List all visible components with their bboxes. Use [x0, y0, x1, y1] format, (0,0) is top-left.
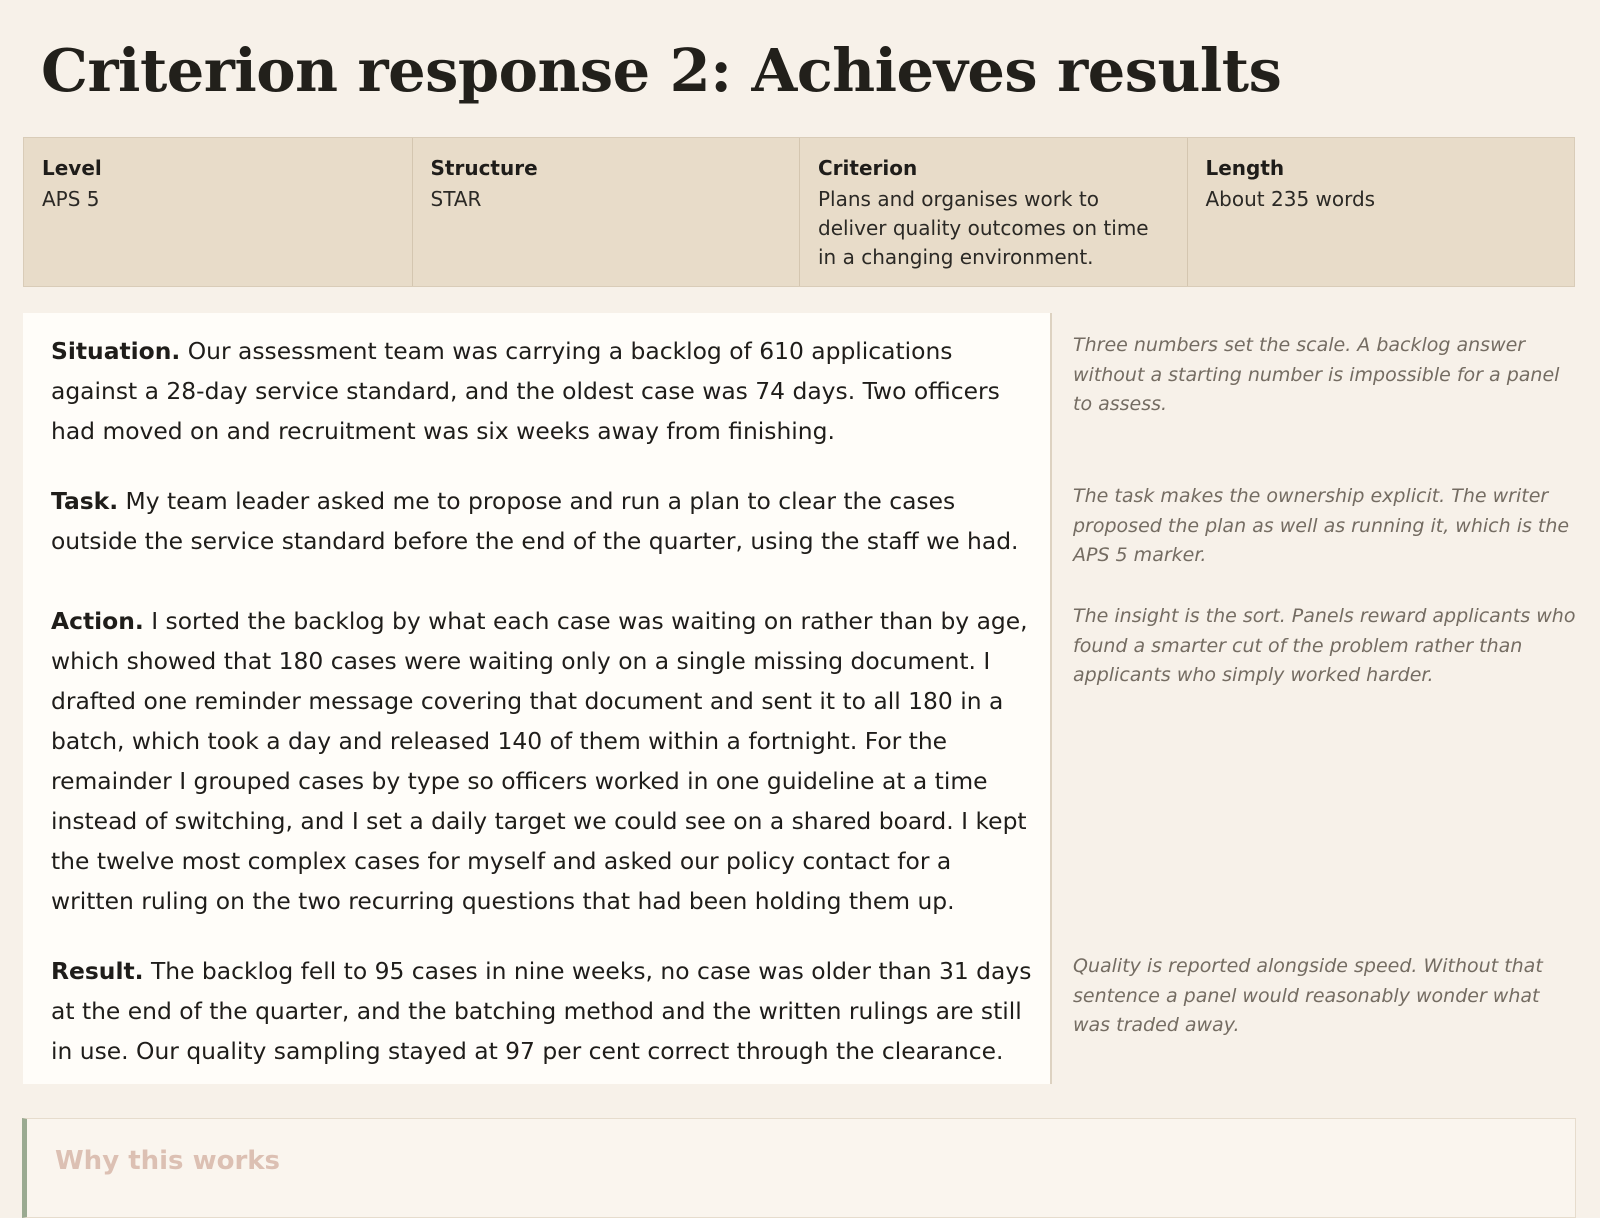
action-paragraph: [51, 601, 1036, 921]
result-paragraph: [51, 951, 1036, 1071]
task-annotation: The task makes the ownership explicit. The writer proposed the plan as well as running it, which is the APS 5 marker.: [1073, 485, 1570, 566]
meta-level: [24, 138, 412, 286]
meta-level-label: Level: [42, 156, 102, 180]
situation-paragraph: [51, 331, 1036, 451]
result-annotation: Quality is reported alongside speed. Without that sentence a panel would reasonably wonder what was traded away.: [1073, 955, 1543, 1036]
situation-text: Our assessment team was carrying a backlog of 610 applications against a 28-day service standard, and the oldest case was 74 days. Two officers had moved on and recruitment was six weeks away from finishing.: [51, 337, 1000, 445]
meta-length-value: About 235 words: [1205, 187, 1376, 211]
result-lead: Result.: [51, 957, 144, 985]
response-panel: [23, 313, 1052, 1084]
meta-length: [1187, 138, 1575, 286]
task-lead: Task.: [51, 487, 119, 515]
meta-level-value: APS 5: [42, 187, 100, 211]
meta-criterion-value: Plans and organises work to deliver quality outcomes on time in a changing environment.: [818, 187, 1149, 269]
meta-structure-label: Structure: [430, 156, 538, 180]
meta-structure-value: STAR: [430, 187, 482, 211]
action-annotation: The insight is the sort. Panels reward applicants who found a smarter cut of the problem rather than applicants who simply worked harder.: [1073, 605, 1576, 686]
result-text: The backlog fell to 95 cases in nine weeks, no case was older than 31 days at the end of the quarter, and the batching method and the written rulings are still in use. Our quality sampling stayed at 97 per cent correct through the clearance.: [51, 957, 1032, 1065]
meta-criterion: [799, 138, 1187, 286]
meta-criterion-label: Criterion: [818, 156, 918, 180]
action-lead: Action.: [51, 607, 144, 635]
meta-structure: [412, 138, 800, 286]
situation-annotation: Three numbers set the scale. A backlog answer without a starting number is impossible for a panel to assess.: [1073, 334, 1560, 415]
task-paragraph: [51, 481, 1036, 561]
why-this-works-section: [22, 1118, 1576, 1218]
page-title: Criterion response 2: Achieves results: [41, 36, 1282, 105]
situation-lead: Situation.: [51, 337, 181, 365]
action-text: I sorted the backlog by what each case was waiting on rather than by age, which showed that 180 cases were waiting only on a single missing document. I drafted one reminder message covering that document and sent it to all 180 in a batch, which took a day and released 140 of them within a fortnight. For the remainder I grouped cases by type so officers worked in one guideline at a time instead of switching, and I set a daily target we could see on a shared board. I kept the twelve most complex cases for myself and asked our policy contact for a written ruling on the two recurring questions that had been holding them up.: [51, 607, 1028, 915]
task-text: My team leader asked me to propose and run a plan to clear the cases outside the service standard before the end of the quarter, using the staff we had.: [51, 487, 1019, 555]
why-this-works-heading: Why this works: [55, 1146, 281, 1176]
metadata-strip: [23, 137, 1575, 287]
meta-length-label: Length: [1205, 156, 1285, 180]
